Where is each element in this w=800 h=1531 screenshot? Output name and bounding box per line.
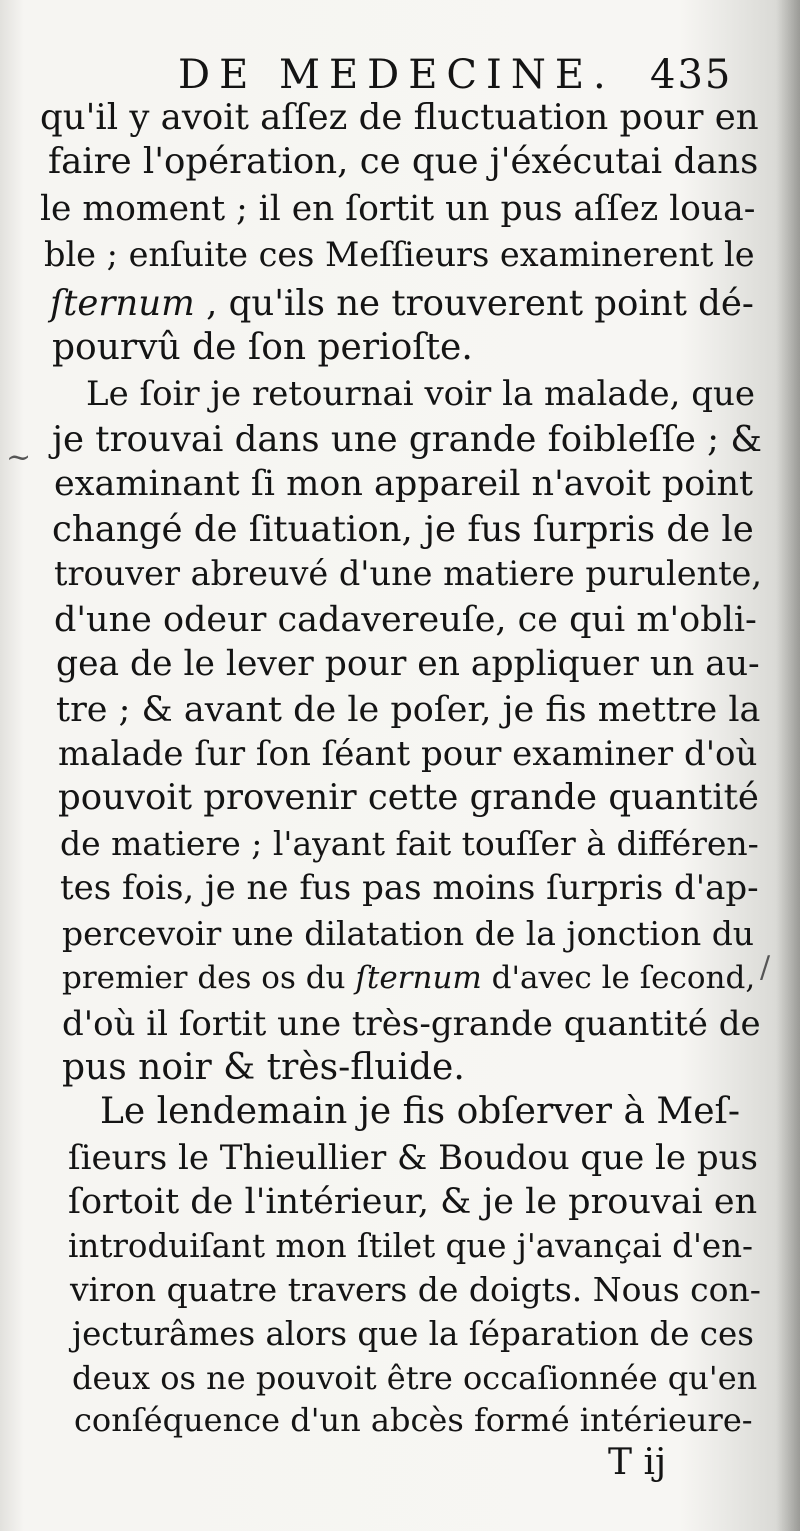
text-line: pouvoit provenir cette grande quantité [58, 777, 759, 818]
text-line: tes fois, je ne fus pas moins ſurpris d'ap- [60, 868, 759, 908]
text-line: viron quatre travers de doigts. Nous con- [70, 1270, 761, 1309]
margin-mark: / [760, 950, 771, 985]
text-line: d'où il ſortit une très-grande quantité de [62, 1004, 761, 1044]
text-line: jecturâmes alors que la ſéparation de ces [72, 1315, 754, 1353]
text-line: percevoir une dilatation de la jonction du [62, 914, 755, 953]
text-line: pourvû de ſon perioſte. [52, 327, 473, 368]
text-line: deux os ne pouvoit être occaſionnée qu'en [72, 1359, 758, 1397]
text-line: ſternum , qu'ils ne trouverent point dé- [50, 283, 754, 324]
text-line: faire l'opération, ce que j'éxécutai dans [48, 141, 759, 182]
text-line: ſieurs le Thieullier & Boudou que le pus [68, 1138, 758, 1178]
text-line: tre ; & avant de le poſer, je fis mettre la [56, 690, 761, 730]
text-line: pus noir & très-fluide. [62, 1047, 465, 1088]
text-line: ſortoit de l'intérieur, & je le prouvai en [68, 1182, 758, 1222]
paragraph-first-line: Le lendemain je fis obſerver à Meſ- [100, 1091, 741, 1132]
margin-mark: ~ [6, 440, 32, 475]
paragraph-first-line: Le ſoir je retournai voir la malade, que [86, 374, 755, 414]
text-line: gea de le lever pour en appliquer un au- [56, 644, 760, 684]
italic-term: ſternum [50, 283, 195, 324]
text-line: d'une odeur cadavereuſe, ce qui m'obli- [54, 600, 757, 640]
text-line: le moment ; il en ſortit un pus aſſez loua- [40, 189, 756, 229]
text-line: premier des os du ſternum d'avec le ſecond, [62, 960, 756, 996]
page-header [0, 52, 800, 102]
text-line: je trouvai dans une grande foibleſſe ; & [52, 419, 763, 460]
text-line: introduiſant mon ſtilet que j'avançai d'en- [68, 1227, 754, 1265]
text-line: trouver abreuvé d'une matiere purulente, [54, 554, 763, 593]
running-head: DE MEDECINE. [178, 52, 615, 98]
page-number: 435 [650, 52, 733, 98]
text-line: ble ; enſuite ces Meſſieurs examinerent le [44, 235, 755, 274]
text-line: qu'il y avoit aſſez de fluctuation pour en [40, 97, 759, 138]
signature-mark: T ij [608, 1442, 667, 1483]
text-line: de matiere ; l'ayant fait touſſer à différen- [60, 824, 759, 863]
text-line: changé de ſituation, je fus ſurpris de le [52, 509, 754, 550]
text-line: examinant ſi mon appareil n'avoit point [54, 464, 754, 504]
italic-term: ſternum [355, 960, 482, 996]
text-line: conſéquence d'un abcès formé intérieure- [74, 1401, 753, 1439]
text-line: malade ſur ſon ſéant pour examiner d'où [58, 734, 758, 774]
